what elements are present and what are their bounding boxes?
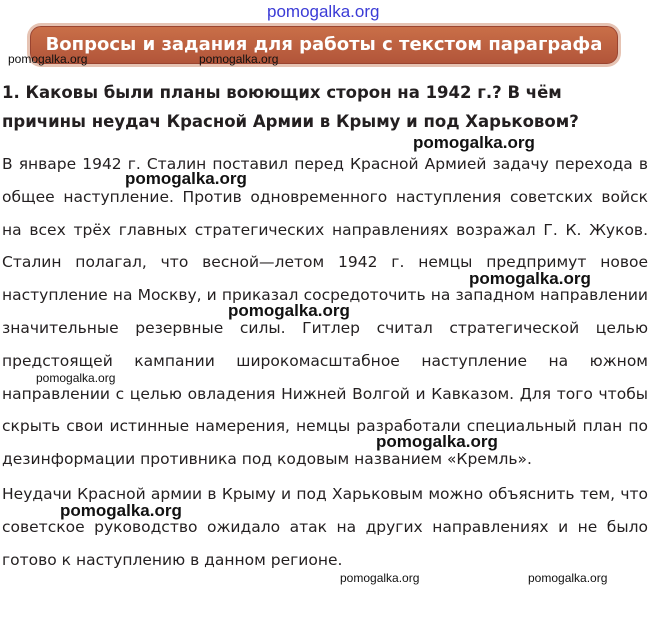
watermark-small: pomogalka.org (36, 371, 116, 385)
watermark-large: pomogalka.org (376, 432, 498, 451)
watermark-small: pomogalka.org (8, 52, 88, 66)
answer-paragraph-2: Неудачи Красной армии в Крыму и под Харьковым можно объяснить тем, что советское руководство ожидало атак на других направлениях и не было готово к наступлению в данном регионе. (2, 484, 648, 569)
watermark-small: pomogalka.org (340, 571, 420, 585)
watermark-large: pomogalka.org (413, 133, 535, 152)
watermark-large: pomogalka.org (469, 269, 591, 288)
watermark-large: pomogalka.org (125, 169, 247, 188)
answer-paragraph-1: В январе 1942 г. Сталин поставил перед Красной Армией задачу перехода в общее наступление. Против одновременного наступления советских войск на всех трёх главных стратегических направлениях возражал Г. К. Жуков. Сталин полагал, что весной—летом 1942 г. немцы предпримут новое наступление на Москву, и приказал сосредоточить на западном направлении значительные резервные силы. Гитлер считал стратегической целью предстоящей кампании широкомасштабное наступление на южном направлении с целью овладения Нижней Волгой и Кавказом. Для того чтобы скрыть свои истинные намерения, немцы разработали специальный план по дезинформации противника под кодовым названием «Кремль». (2, 155, 648, 469)
watermark-large: pomogalka.org (228, 301, 350, 320)
watermark-top: pomogalka.org (267, 2, 380, 21)
question-heading: 1. Каковы были планы воюющих сторон на 1942 г.? В чём причины неудач Красной Армии в Крыму и под Харьковом? (2, 83, 579, 131)
watermark-small: pomogalka.org (199, 52, 279, 66)
watermark-large: pomogalka.org (60, 501, 182, 520)
section-header-banner: Вопросы и задания для работы с текстом параграфа (30, 26, 618, 64)
watermark-small: pomogalka.org (528, 571, 608, 585)
